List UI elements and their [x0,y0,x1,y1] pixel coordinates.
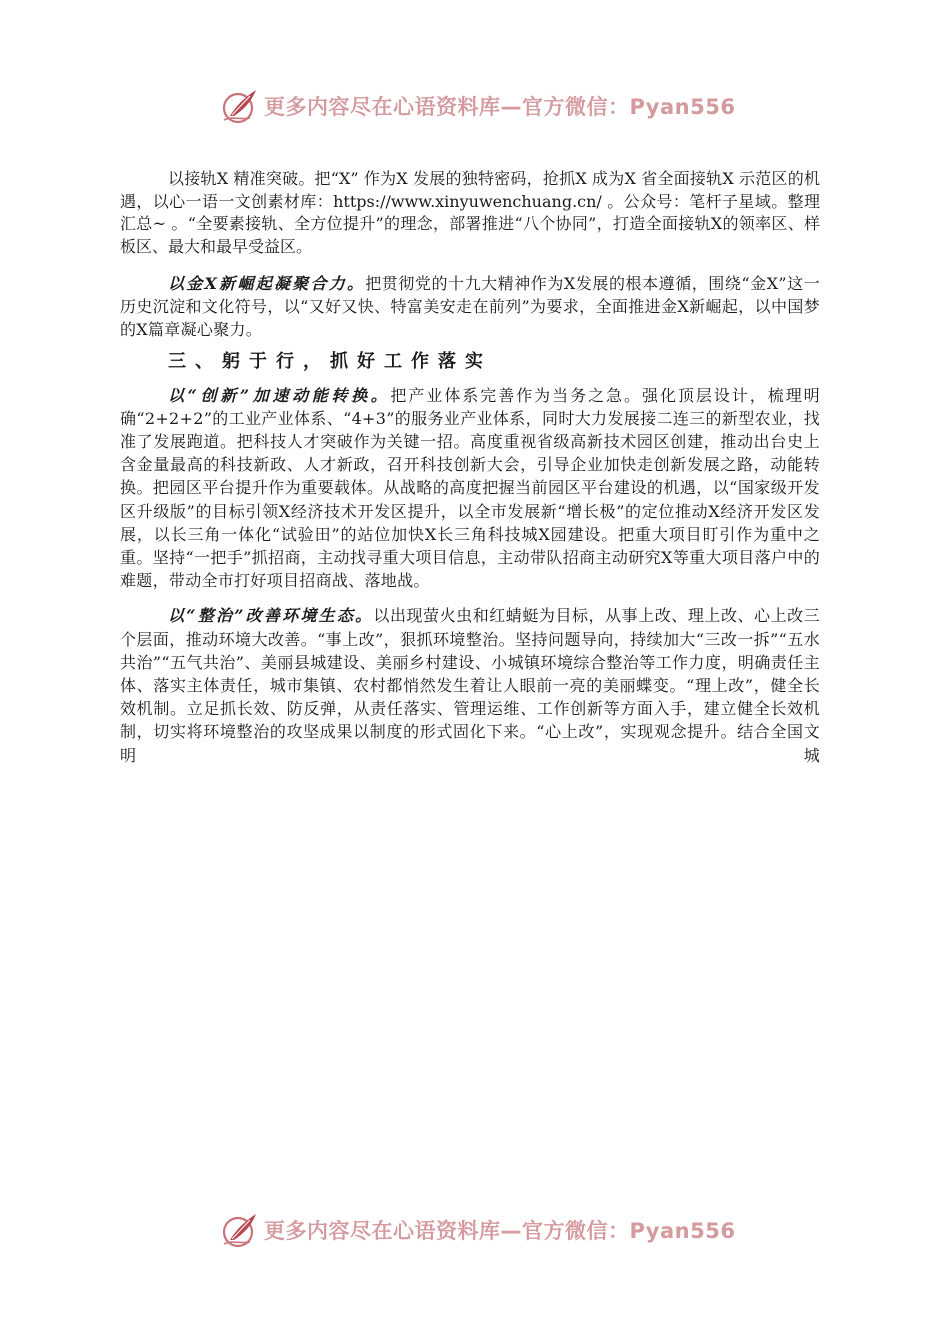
paragraph-golden-x [120,272,820,342]
header-banner [220,84,740,128]
quill-pen-logo-icon [220,86,260,126]
paragraph-body: 把产业体系完善作为当务之急。强化顶层设计，梳理明确“2+2+2”的工业产业体系、“4+3”的服务业产业体系，同时大力发展接二连三的新型农业，找准了发展跑道。把科技人才突破作为关键一招。高度重视省级高新技术园区创建，推动出台史上含金量最高的科技新政、人才新政，召开科技创新大会，引导企业加快走创新发展之路，动能转换。把园区平台提升作为重要载体。从战略的高度把握当前园区平台建设的机遇，以“国家级开发区升级版”的目标引领X经济技术开发区提升，以全市发展新“增长极”的定位推动X经济开发区发展，以长三角一体化“试验田”的站位加快X长三角科技城X园建设。把重大项目盯引作为重中之重。坚持“一把手”抓招商，主动找寻重大项目信息，主动带队招商主动研究X等重大项目落户中的难题，带动全市打好项目招商战、落地战。 [120,385,820,591]
document-body [120,168,820,767]
paragraph-body: 把贯彻党的十九大精神作为X发展的根本遵循，围绕“金X”这一历史沉淀和文化符号，以“又好又快、特富美安走在前列”为要求，全面推进金X新崛起，以中国梦的X篇章凝心聚力。 [120,274,820,340]
paragraph-lead: 以“整治”改善环境生态。 [168,606,374,626]
section-heading: 三、躬于行，抓好工作落实 [168,350,492,372]
quill-pen-logo-icon [220,1210,260,1250]
intro-paragraph: 以接轨X 精准突破。把“X” 作为X 发展的独特密码，抢抓X 成为X 省全面接轨X 示范区的机遇，以心一语一文创素材库：https://www.xinyuwenchuang.cn/ 。公众号：笔杆子星域。整理汇总~ 。“全要素接轨、全方位提升”的理念，部署推进“八个协同”，打造全面接轨X的领率区、样板区、最大和最早受益区。 [120,169,820,256]
footer-banner [220,1208,740,1252]
paragraph-environment [120,604,820,766]
banner-text: 更多内容尽在心语资料库—官方微信：Pyan556 [264,1219,736,1243]
banner-text: 更多内容尽在心语资料库—官方微信：Pyan556 [264,95,736,119]
paragraph-lead: 以金X新崛起凝聚合力。 [168,274,366,293]
paragraph-innovation [120,384,820,593]
paragraph-lead: 以“创新”加速动能转换。 [168,385,391,405]
paragraph-body: 以出现萤火虫和红蜻蜓为目标，从事上改、理上改、心上改三个层面，推动环境大改善。“事上改”，狠抓环境整治。坚持问题导向，持续加大“三改一拆”“五水共治”“五气共治”、美丽县城建设、美丽乡村建设、小城镇环境综合整治等工作力度，明确责任主体、落实主体责任，城市集镇、农村都悄然发生着让人眼前一亮的美丽蝶变。“理上改”，健全长效机制。立足抓长效、防反弹，从责任落实、管理运维、工作创新等方面入手，建立健全长效机制，切实将环境整治的攻坚成果以制度的形式固化下来。“心上改”，实现观念提升。结合全国文明城 [120,606,820,765]
